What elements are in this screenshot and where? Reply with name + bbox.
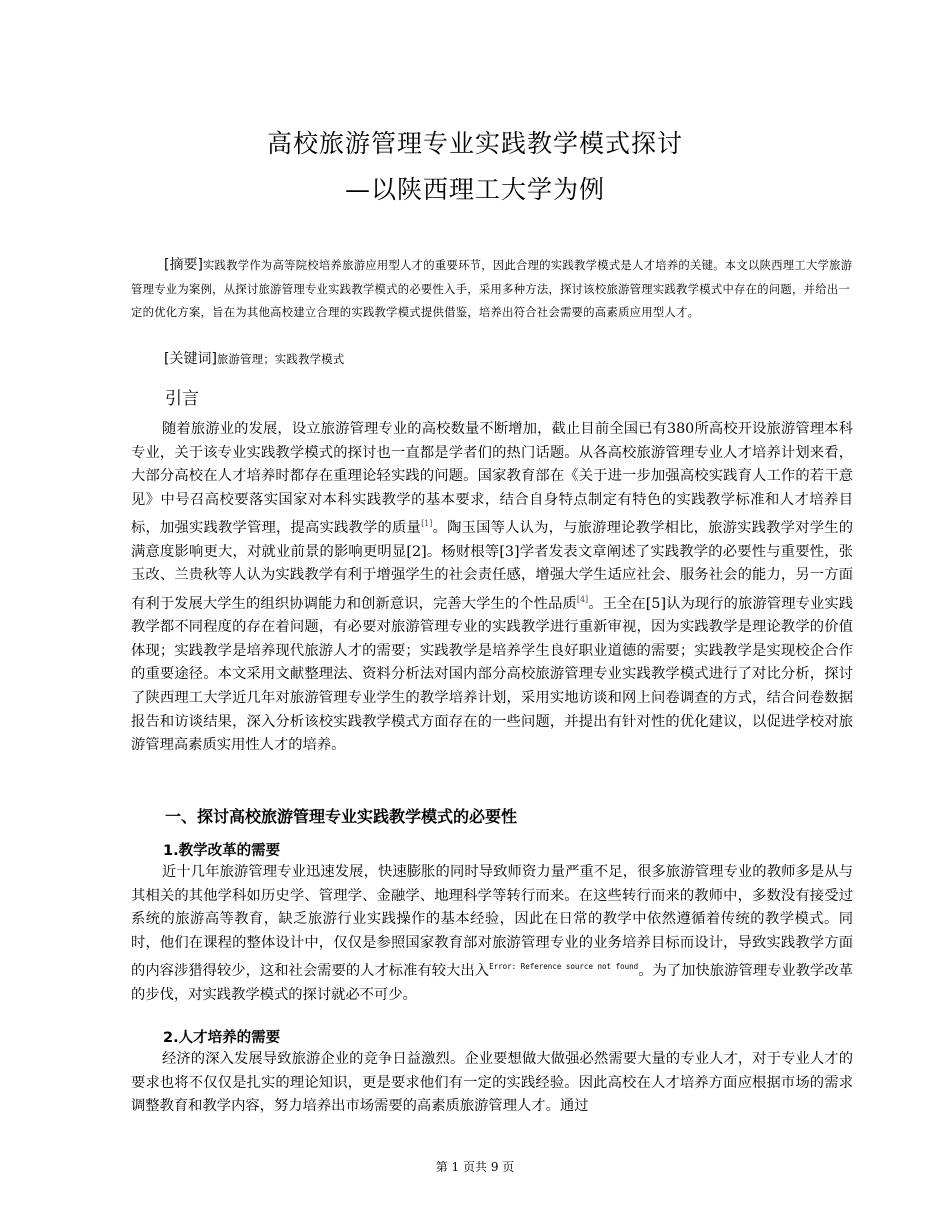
reference-error-note: Error: Reference source not found	[489, 962, 639, 972]
subsection-1-text-end: 。为了加快旅游管理专业教学改革的步伐，对实践教学模式的探讨就必不可少。	[131, 963, 854, 1003]
subsection-2-text: 经济的深入发展导致旅游企业的竞争日益激烈。企业要想做大做强必然需要大量的专业人才，对于专业人才的要求也将不仅仅是扎实的理论知识，更是要求他们有一定的实践经验。因此高校在人才培养方面应根据市场的需求调整教育和教学内容，努力培养出市场需要的高素质旅游管理人才。通过	[131, 1051, 853, 1115]
intro-text-3: 。王全在[5]认为现行的旅游管理专业实践教学都不同程度的存在着问题，有必要对旅游管理专业的实践教学进行重新审视，因为实践教学是理论教学的价值体现；实践教学是培养现代旅游人才的需要；实践教学是培养学生良好职业道德的需要；实践教学是实现校企合作的重要途径。本文采用文献整理法、资料分析法对国内部分高校旅游管理专业实践教学模式进行了对比分析，探讨了陕西理工大学近几年对旅游管理专业学生的教学培养计划，采用实地访谈和网上问卷调查的方式，结合问卷数据报告和访谈结果，深入分析该校实践教学模式方面存在的一些问题，并提出有针对性的优化建议，以促进学校对旅游管理高素质实用性人才的培养。	[131, 595, 854, 754]
intro-text-2: 。陶玉国等人认为，与旅游理论教学相比，旅游实践教学对学生的满意度影响更大，对就业前景的影响更明显[2]。杨财根等[3]学者发表文章阐述了实践教学的必要性与重要性，张玉改、兰贵秋等人认为实践教学有利于增强学生的社会责任感，增强大学生适应社会、服务社会的能力，另一方面有利于发展大学生的组织协调能力和创新意识，完善大学生的个性品质	[131, 520, 853, 612]
intro-heading: 引言	[165, 389, 199, 409]
keywords-label: [关键词]	[164, 351, 217, 367]
title-line-1: 高校旅游管理专业实践教学模式探讨	[266, 129, 683, 158]
abstract-text: 实践教学作为高等院校培养旅游应用型人才的重要环节，因此合理的实践教学模式是人才培养的关键。本文以陕西理工大学旅游管理专业为案例，从探讨旅游管理专业实践教学模式的必要性入手，采用多种方法，探讨该校旅游管理实践教学模式中存在的问题，并给出一定的优化方案，旨在为其他高校建立合理的实践教学模式提供借鉴，培养出符合社会需要的高素质应用型人才。	[131, 259, 853, 319]
section1-heading: 一、探讨高校旅游管理专业实践教学模式的必要性	[165, 807, 518, 826]
intro-paragraph	[131, 418, 853, 758]
title-line-2: —以陕西理工大学为例	[344, 175, 605, 204]
intro-text-1: 随着旅游业的发展，设立旅游管理专业的高校数量不断增加，截止目前全国已有380所高校开设旅游管理本科专业，关于该专业实践教学模式的探讨也一直都是学者们的热门话题。从各高校旅游管理专业人才培养计划来看，大部分高校在人才培养时都存在重理论轻实践的问题。国家教育部在《关于进一步加强高校实践育人工作的若干意见》中号召高校要落实国家对本科实践教学的基本要求，结合自身特点制定有特色的实践教学标准和人才培养目标，加强实践教学管理，提高实践教学的质量	[131, 421, 853, 537]
subsection-1-paragraph	[131, 861, 853, 1007]
subsection-2-heading: 2.人才培养的需要	[163, 1030, 281, 1046]
page-number: 第 1 页共 9 页	[435, 1160, 515, 1174]
citation-4: [4]	[576, 594, 589, 604]
abstract	[131, 254, 853, 325]
subsection-1-heading: 1.教学改革的需要	[163, 843, 281, 859]
subsection-2-paragraph	[131, 1048, 853, 1119]
abstract-label: [摘要]	[164, 257, 203, 273]
subsection-1-text: 近十几年旅游管理专业迅速发展，快速膨胀的同时导致师资力量严重不足，很多旅游管理专业的教师多是从与其相关的其他学科如历史学、管理学、金融学、地理科学等转行而来。在这些转行而来的教师中，多数没有接受过系统的旅游高等教育，缺乏旅游行业实践操作的基本经验，因此在日常的教学中依然遵循着传统的教学模式。同时，他们在课程的整体设计中，仅仅是参照国家教育部对旅游管理专业的业务培养目标而设计，导致实践教学方面的内容涉猎得较少，这和社会需要的人才标准有较大出入	[131, 864, 853, 980]
keywords	[164, 348, 345, 372]
citation-1: [1]	[421, 519, 433, 529]
keywords-text: 旅游管理；实践教学模式	[216, 353, 345, 366]
